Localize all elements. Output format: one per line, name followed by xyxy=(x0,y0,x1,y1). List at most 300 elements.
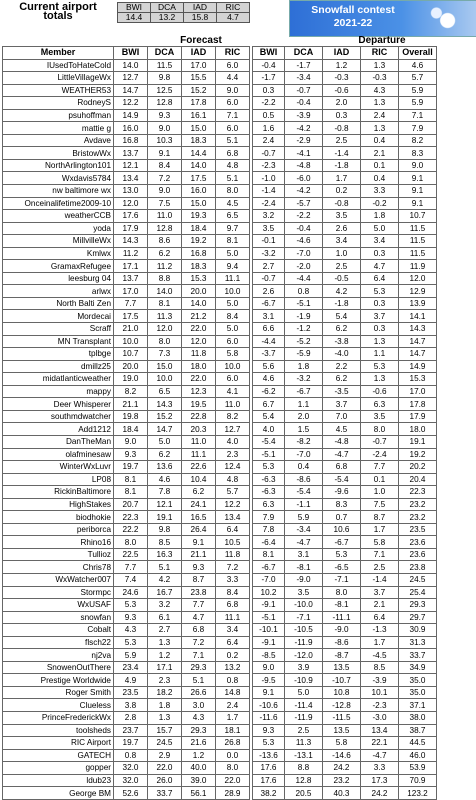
forecast-bwi-cell: 11.2 xyxy=(114,247,148,260)
forecast-dca-cell: 12.8 xyxy=(148,97,182,110)
member-name-cell: WEATHER53 xyxy=(3,84,114,97)
forecast-dca-cell: 8.1 xyxy=(148,297,182,310)
forecast-iad-cell: 5.1 xyxy=(182,674,216,687)
forecast-dca-cell: 1.3 xyxy=(148,711,182,724)
departure-dca-cell: -7.0 xyxy=(285,247,323,260)
departure-ric-cell: 1.7 xyxy=(361,636,399,649)
departure-iad-cell: 5.8 xyxy=(323,737,361,750)
airport-header-iad: IAD xyxy=(184,3,217,13)
member-name-cell: Stormpc xyxy=(3,586,114,599)
departure-iad-cell: 40.3 xyxy=(323,787,361,800)
forecast-iad-cell: 26.6 xyxy=(182,686,216,699)
departure-bwi-cell: -5.1 xyxy=(253,448,285,461)
forecast-iad-cell: 16.8 xyxy=(182,247,216,260)
forecast-dca-cell: 12.8 xyxy=(148,222,182,235)
departure-bwi-cell: -7.0 xyxy=(253,573,285,586)
forecast-ric-cell: 12.7 xyxy=(216,423,250,436)
overall-departure-cell: 23.8 xyxy=(399,561,437,574)
departure-bwi-cell: 17.6 xyxy=(253,774,285,787)
forecast-ric-cell: 11.1 xyxy=(216,611,250,624)
departure-dca-cell: -10.5 xyxy=(285,624,323,637)
table-row xyxy=(3,210,437,223)
forecast-bwi-cell: 7.4 xyxy=(114,573,148,586)
forecast-bwi-cell: 16.8 xyxy=(114,134,148,147)
table-row xyxy=(3,561,437,574)
table-row xyxy=(3,686,437,699)
departure-ric-cell: -0.3 xyxy=(361,72,399,85)
departure-ric-cell: -1.3 xyxy=(361,624,399,637)
departure-ric-cell: 1.3 xyxy=(361,122,399,135)
forecast-ric-cell: 13.2 xyxy=(216,661,250,674)
forecast-ric-cell: 5.0 xyxy=(216,247,250,260)
overall-departure-cell: 5.7 xyxy=(399,72,437,85)
forecast-bwi-cell: 22.5 xyxy=(114,548,148,561)
member-name-cell: Deer Whisperer xyxy=(3,398,114,411)
member-name-cell: MN Transplant xyxy=(3,335,114,348)
forecast-dca-cell: 8.0 xyxy=(148,335,182,348)
departure-dca-cell: 5.9 xyxy=(285,511,323,524)
table-row xyxy=(3,649,437,662)
departure-bwi-cell: -8.5 xyxy=(253,649,285,662)
departure-bwi-cell: 7.9 xyxy=(253,511,285,524)
table-row xyxy=(3,724,437,737)
forecast-ric-cell: 10.0 xyxy=(216,360,250,373)
overall-departure-cell: 15.3 xyxy=(399,373,437,386)
departure-ric-cell: 0.4 xyxy=(361,134,399,147)
forecast-bwi-cell: 12.0 xyxy=(114,197,148,210)
forecast-dca-cell: 15.2 xyxy=(148,410,182,423)
departure-iad-cell: 1.0 xyxy=(323,247,361,260)
table-row xyxy=(3,285,437,298)
departure-iad-cell: -5.4 xyxy=(323,473,361,486)
departure-iad-cell: 3.4 xyxy=(323,235,361,248)
departure-iad-cell: 1.2 xyxy=(323,59,361,72)
member-name-cell: Mordecai xyxy=(3,310,114,323)
table-row xyxy=(3,59,437,72)
overall-departure-cell: 9.1 xyxy=(399,197,437,210)
forecast-ric-cell: 5.0 xyxy=(216,297,250,310)
forecast-dca-cell: 11.2 xyxy=(148,260,182,273)
departure-dca-cell: -11.9 xyxy=(285,711,323,724)
departure-bwi-cell: 6.3 xyxy=(253,498,285,511)
forecast-iad-cell: 19.2 xyxy=(182,235,216,248)
forecast-bwi-cell: 8.1 xyxy=(114,473,148,486)
departure-bwi-cell: 3.1 xyxy=(253,310,285,323)
departure-dca-cell: -4.8 xyxy=(285,159,323,172)
forecast-bwi-cell: 5.3 xyxy=(114,599,148,612)
forecast-bwi-cell: 5.3 xyxy=(114,636,148,649)
forecast-iad-cell: 40.0 xyxy=(182,762,216,775)
forecast-dca-cell: 8.5 xyxy=(148,536,182,549)
departure-dca-cell: -8.6 xyxy=(285,473,323,486)
forecast-iad-cell: 12.0 xyxy=(182,335,216,348)
contest-title-line1: Snowfall contest xyxy=(311,4,395,16)
forecast-bwi-cell: 12.2 xyxy=(114,97,148,110)
departure-iad-cell: 2.5 xyxy=(323,260,361,273)
member-name-cell: biodhokie xyxy=(3,511,114,524)
forecast-iad-cell: 39.0 xyxy=(182,774,216,787)
forecast-ric-cell: 5.0 xyxy=(216,323,250,336)
table-row xyxy=(3,762,437,775)
forecast-iad-cell: 56.1 xyxy=(182,787,216,800)
forecast-ric-cell: 18.1 xyxy=(216,724,250,737)
departure-bwi-cell: -10.6 xyxy=(253,699,285,712)
departure-bwi-cell: 6.7 xyxy=(253,398,285,411)
departure-bwi-cell: -2.2 xyxy=(253,97,285,110)
table-row xyxy=(3,260,437,273)
forecast-bwi-cell: 23.4 xyxy=(114,661,148,674)
departure-dca-cell: -3.9 xyxy=(285,109,323,122)
forecast-bwi-cell: 19.7 xyxy=(114,737,148,750)
departure-bwi-cell: 5.3 xyxy=(253,461,285,474)
departure-ric-cell: 8.7 xyxy=(361,511,399,524)
departure-dca-cell: -4.1 xyxy=(285,147,323,160)
forecast-bwi-cell: 19.0 xyxy=(114,373,148,386)
overall-departure-cell: 19.2 xyxy=(399,448,437,461)
departure-bwi-cell: 8.1 xyxy=(253,548,285,561)
forecast-bwi-cell: 7.7 xyxy=(114,297,148,310)
forecast-bwi-cell: 8.1 xyxy=(114,486,148,499)
overall-departure-cell: 9.0 xyxy=(399,159,437,172)
departure-iad-cell: -6.5 xyxy=(323,561,361,574)
forecast-iad-cell: 19.5 xyxy=(182,398,216,411)
departure-iad-cell: 23.2 xyxy=(323,774,361,787)
forecast-dca-cell: 9.8 xyxy=(148,523,182,536)
member-column-header: Member xyxy=(3,47,114,60)
forecast-dca-cell: 5.0 xyxy=(148,435,182,448)
forecast-iad-cell: 17.5 xyxy=(182,172,216,185)
forecast-bwi-cell: 10.7 xyxy=(114,348,148,361)
forecast-iad-cell: 29.3 xyxy=(182,724,216,737)
departure-ric-cell: 3.3 xyxy=(361,185,399,198)
forecast-dca-cell: 6.2 xyxy=(148,247,182,260)
forecast-bwi-cell: 16.0 xyxy=(114,122,148,135)
forecast-iad-cell: 10.4 xyxy=(182,473,216,486)
forecast-dca-cell: 7.3 xyxy=(148,348,182,361)
table-row xyxy=(3,536,437,549)
forecast-iad-cell: 22.0 xyxy=(182,373,216,386)
forecast-iad-cell: 24.1 xyxy=(182,498,216,511)
member-name-cell: MillvilleWx xyxy=(3,235,114,248)
member-name-cell: BristowWx xyxy=(3,147,114,160)
forecast-iad-cell: 7.1 xyxy=(182,649,216,662)
departure-dca-cell: 8.8 xyxy=(285,762,323,775)
forecast-dca-cell: 24.5 xyxy=(148,737,182,750)
forecast-ric-cell: 6.0 xyxy=(216,122,250,135)
departure-iad-cell: 8.0 xyxy=(323,586,361,599)
departure-dca-cell: -11.4 xyxy=(285,699,323,712)
member-name-cell: RIC Airport xyxy=(3,737,114,750)
forecast-iad-cell: 26.4 xyxy=(182,523,216,536)
member-name-cell: North Balti Zen xyxy=(3,297,114,310)
overall-departure-cell: 123.2 xyxy=(399,787,437,800)
departure-ric-header: RIC xyxy=(361,47,399,60)
forecast-bwi-cell: 17.0 xyxy=(114,285,148,298)
table-row xyxy=(3,323,437,336)
table-row xyxy=(3,749,437,762)
overall-departure-cell: 23.5 xyxy=(399,523,437,536)
departure-ric-cell: 4.3 xyxy=(361,84,399,97)
departure-ric-cell: 2.4 xyxy=(361,109,399,122)
overall-departure-cell: 53.9 xyxy=(399,762,437,775)
forecast-ric-cell: 0.0 xyxy=(216,749,250,762)
departure-iad-cell: 2.6 xyxy=(323,222,361,235)
forecast-dca-cell: 19.1 xyxy=(148,511,182,524)
forecast-iad-cell: 6.8 xyxy=(182,624,216,637)
overall-departure-cell: 4.6 xyxy=(399,59,437,72)
forecast-iad-cell: 20.3 xyxy=(182,423,216,436)
table-row xyxy=(3,185,437,198)
forecast-dca-cell: 1.2 xyxy=(148,649,182,662)
overall-departure-cell: 12.0 xyxy=(399,272,437,285)
departure-iad-cell: 7.0 xyxy=(323,410,361,423)
forecast-iad-cell: 11.0 xyxy=(182,435,216,448)
departure-ric-cell: 7.1 xyxy=(361,548,399,561)
member-name-cell: Cobalt xyxy=(3,624,114,637)
overall-departure-cell: 22.3 xyxy=(399,486,437,499)
forecast-dca-cell: 16.7 xyxy=(148,586,182,599)
forecast-dca-cell: 11.3 xyxy=(148,310,182,323)
member-name-cell: tplbge xyxy=(3,348,114,361)
forecast-iad-cell: 4.7 xyxy=(182,611,216,624)
departure-bwi-cell: 3.2 xyxy=(253,210,285,223)
forecast-iad-cell: 17.0 xyxy=(182,59,216,72)
forecast-iad-cell: 17.8 xyxy=(182,97,216,110)
member-name-cell: periborca xyxy=(3,523,114,536)
forecast-bwi-cell: 32.0 xyxy=(114,762,148,775)
table-row xyxy=(3,674,437,687)
member-name-cell: gopper xyxy=(3,762,114,775)
overall-departure-cell: 14.3 xyxy=(399,323,437,336)
forecast-ric-cell: 5.1 xyxy=(216,172,250,185)
departure-iad-cell: 4.2 xyxy=(323,285,361,298)
overall-departure-cell: 30.9 xyxy=(399,624,437,637)
forecast-dca-cell: 6.5 xyxy=(148,385,182,398)
table-row xyxy=(3,787,437,800)
forecast-bwi-cell: 13.0 xyxy=(114,185,148,198)
departure-dca-cell: -9.0 xyxy=(285,573,323,586)
forecast-ric-cell: 22.0 xyxy=(216,774,250,787)
airport-header-dca: DCA xyxy=(151,3,184,13)
departure-iad-cell: -11.1 xyxy=(323,611,361,624)
forecast-dca-cell: 15.0 xyxy=(148,360,182,373)
forecast-dca-cell: 11.5 xyxy=(148,59,182,72)
departure-iad-cell: 6.8 xyxy=(323,461,361,474)
forecast-bwi-cell: 4.3 xyxy=(114,624,148,637)
departure-iad-cell: 13.5 xyxy=(323,724,361,737)
overall-departure-cell: 14.7 xyxy=(399,348,437,361)
forecast-iad-cell: 11.1 xyxy=(182,448,216,461)
member-name-cell: psuhoffman xyxy=(3,109,114,122)
departure-ric-cell: -3.9 xyxy=(361,674,399,687)
overall-departure-cell: 35.0 xyxy=(399,674,437,687)
table-row xyxy=(3,348,437,361)
departure-bwi-cell: -2.3 xyxy=(253,159,285,172)
departure-iad-cell: -0.3 xyxy=(323,72,361,85)
forecast-bwi-cell: 17.1 xyxy=(114,260,148,273)
member-name-cell: Scraff xyxy=(3,323,114,336)
departure-dca-cell: 2.0 xyxy=(285,410,323,423)
departure-iad-cell: -0.8 xyxy=(323,197,361,210)
departure-bwi-cell: 6.6 xyxy=(253,323,285,336)
departure-bwi-cell: 10.2 xyxy=(253,586,285,599)
departure-iad-cell: -3.5 xyxy=(323,385,361,398)
departure-iad-cell: 4.5 xyxy=(323,423,361,436)
departure-dca-cell: -4.7 xyxy=(285,536,323,549)
member-name-cell: toolsheds xyxy=(3,724,114,737)
departure-ric-cell: 22.1 xyxy=(361,737,399,750)
departure-ric-cell: 3.5 xyxy=(361,410,399,423)
forecast-iad-cell: 18.3 xyxy=(182,260,216,273)
forecast-iad-cell: 9.3 xyxy=(182,561,216,574)
table-row xyxy=(3,134,437,147)
table-row xyxy=(3,159,437,172)
departure-dca-cell: -10.0 xyxy=(285,599,323,612)
departure-ric-cell: 3.3 xyxy=(361,762,399,775)
departure-dca-cell: -3.4 xyxy=(285,523,323,536)
departure-iad-cell: -4.0 xyxy=(323,348,361,361)
forecast-ric-cell: 6.0 xyxy=(216,97,250,110)
departure-ric-cell: 1.8 xyxy=(361,210,399,223)
forecast-ric-cell: 12.2 xyxy=(216,498,250,511)
member-name-cell: Prestige Worldwide xyxy=(3,674,114,687)
departure-iad-cell: 24.2 xyxy=(323,762,361,775)
forecast-dca-cell: 9.0 xyxy=(148,185,182,198)
table-row xyxy=(3,272,437,285)
departure-ric-cell: 3.4 xyxy=(361,235,399,248)
departure-bwi-cell: 38.2 xyxy=(253,787,285,800)
departure-dca-cell: -3.2 xyxy=(285,373,323,386)
forecast-iad-cell: 18.0 xyxy=(182,360,216,373)
departure-ric-cell: 5.0 xyxy=(361,222,399,235)
forecast-bwi-cell: 3.8 xyxy=(114,699,148,712)
departure-bwi-cell: -6.3 xyxy=(253,486,285,499)
forecast-dca-cell: 3.2 xyxy=(148,599,182,612)
table-row xyxy=(3,373,437,386)
forecast-ric-cell: 9.0 xyxy=(216,84,250,97)
forecast-dca-cell: 1.3 xyxy=(148,636,182,649)
forecast-bwi-cell: 23.5 xyxy=(114,686,148,699)
table-row xyxy=(3,511,437,524)
departure-iad-cell: 13.5 xyxy=(323,661,361,674)
overall-departure-cell: 29.3 xyxy=(399,599,437,612)
forecast-ric-cell: 5.1 xyxy=(216,134,250,147)
forecast-ric-cell: 9.4 xyxy=(216,260,250,273)
forecast-dca-cell: 5.1 xyxy=(148,561,182,574)
member-name-cell: GramaxRefugee xyxy=(3,260,114,273)
member-name-cell: PrinceFrederickWx xyxy=(3,711,114,724)
table-row xyxy=(3,435,437,448)
member-name-cell: Wxdavis5784 xyxy=(3,172,114,185)
member-name-cell: mattie g xyxy=(3,122,114,135)
departure-ric-cell: 0.1 xyxy=(361,159,399,172)
departure-dca-cell: -0.7 xyxy=(285,84,323,97)
departure-dca-cell: -2.0 xyxy=(285,260,323,273)
table-row xyxy=(3,498,437,511)
member-name-cell: Chris78 xyxy=(3,561,114,574)
forecast-ric-cell: 8.4 xyxy=(216,310,250,323)
forecast-iad-cell: 23.8 xyxy=(182,586,216,599)
departure-ric-cell: -4.7 xyxy=(361,749,399,762)
table-row xyxy=(3,599,437,612)
forecast-ric-cell: 2.4 xyxy=(216,699,250,712)
forecast-dca-cell: 9.1 xyxy=(148,147,182,160)
member-name-cell: midatlanticweather xyxy=(3,373,114,386)
forecast-iad-cell: 15.3 xyxy=(182,272,216,285)
departure-dca-cell: -3.4 xyxy=(285,72,323,85)
departure-ric-cell: 0.3 xyxy=(361,297,399,310)
forecast-ric-cell: 0.2 xyxy=(216,649,250,662)
table-row xyxy=(3,297,437,310)
forecast-dca-cell: 6.1 xyxy=(148,611,182,624)
forecast-iad-cell: 1.2 xyxy=(182,749,216,762)
departure-ric-cell: -0.2 xyxy=(361,197,399,210)
departure-bwi-cell: 2.4 xyxy=(253,134,285,147)
departure-dca-cell: -1.9 xyxy=(285,310,323,323)
forecast-dca-cell: 14.3 xyxy=(148,398,182,411)
member-name-cell: Roger Smith xyxy=(3,686,114,699)
departure-iad-cell: 8.3 xyxy=(323,498,361,511)
departure-bwi-cell: 9.1 xyxy=(253,686,285,699)
departure-dca-cell: -5.9 xyxy=(285,348,323,361)
table-row xyxy=(3,573,437,586)
forecast-dca-cell: 7.5 xyxy=(148,197,182,210)
departure-dca-cell: 5.0 xyxy=(285,686,323,699)
departure-dca-cell: -5.7 xyxy=(285,197,323,210)
member-name-cell: LittleVillageWx xyxy=(3,72,114,85)
forecast-iad-cell: 18.3 xyxy=(182,134,216,147)
table-row xyxy=(3,711,437,724)
table-row xyxy=(3,122,437,135)
departure-ric-cell: 1.1 xyxy=(361,348,399,361)
forecast-dca-cell: 2.3 xyxy=(148,674,182,687)
departure-dca-cell: -8.1 xyxy=(285,561,323,574)
table-row xyxy=(3,461,437,474)
forecast-ric-cell: 14.8 xyxy=(216,686,250,699)
forecast-bwi-cell: 9.3 xyxy=(114,611,148,624)
departure-ric-cell: 2.5 xyxy=(361,561,399,574)
overall-departure-cell: 37.1 xyxy=(399,699,437,712)
forecast-ric-cell: 6.0 xyxy=(216,335,250,348)
departure-dca-cell: -11.9 xyxy=(285,636,323,649)
forecast-dca-cell: 7.2 xyxy=(148,172,182,185)
departure-bwi-cell: -13.6 xyxy=(253,749,285,762)
forecast-bwi-cell: 22.3 xyxy=(114,511,148,524)
forecast-dca-cell: 15.7 xyxy=(148,724,182,737)
departure-bwi-cell: 5.4 xyxy=(253,410,285,423)
member-name-cell: Kmlwx xyxy=(3,247,114,260)
forecast-bwi-cell: 8.2 xyxy=(114,385,148,398)
forecast-bwi-cell: 19.7 xyxy=(114,461,148,474)
member-name-cell: HighStakes xyxy=(3,498,114,511)
departure-iad-cell: 2.0 xyxy=(323,97,361,110)
member-name-cell: WinterWxLuvr xyxy=(3,461,114,474)
totals-label: totals xyxy=(43,10,73,22)
overall-departure-cell: 46.0 xyxy=(399,749,437,762)
overall-departure-cell: 38.0 xyxy=(399,711,437,724)
departure-dca-cell: -4.4 xyxy=(285,272,323,285)
forecast-dca-cell: 4.2 xyxy=(148,573,182,586)
forecast-bwi-cell: 21.1 xyxy=(114,398,148,411)
airport-header-bwi: BWI xyxy=(118,3,151,13)
forecast-ric-cell: 4.5 xyxy=(216,197,250,210)
departure-iad-cell: 3.5 xyxy=(323,210,361,223)
overall-departure-cell: 5.9 xyxy=(399,97,437,110)
member-name-cell: IUsedToHateCold xyxy=(3,59,114,72)
departure-ric-cell: 1.3 xyxy=(361,97,399,110)
departure-dca-cell: -7.0 xyxy=(285,448,323,461)
table-row xyxy=(3,335,437,348)
